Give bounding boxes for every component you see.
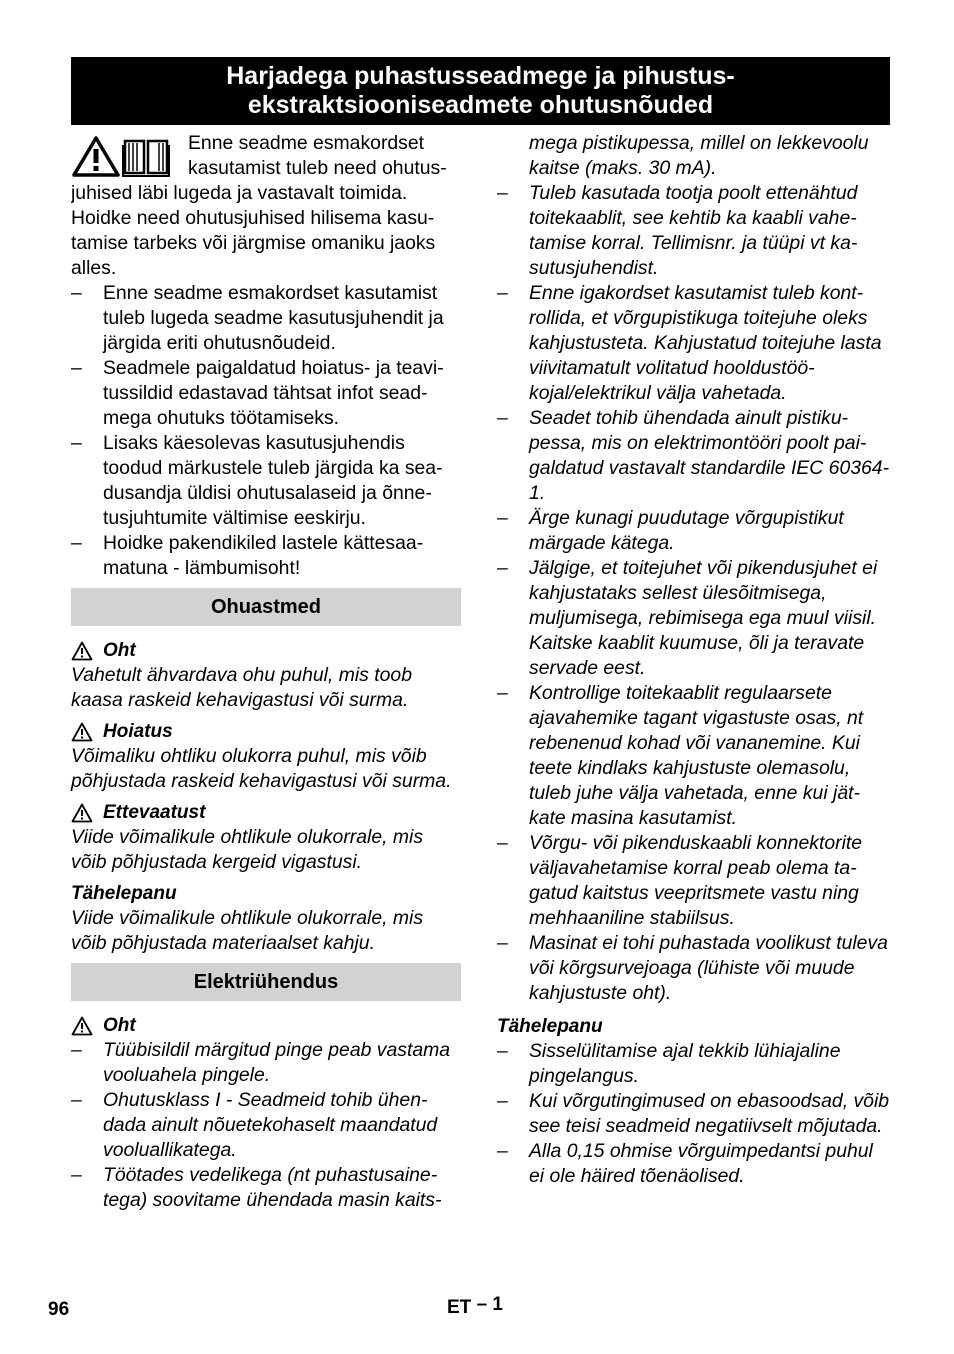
warning-triangle-icon bbox=[71, 135, 121, 177]
right-column bbox=[497, 131, 890, 1189]
language-page-marker bbox=[447, 1294, 503, 1319]
warning-triangle-icon bbox=[71, 722, 93, 742]
list-item: – Tüübisildil märgitud pinge peab vastama vooluahela pingele. bbox=[71, 1038, 461, 1088]
list-item: – Tuleb kasutada tootja poolt ettenähtud toitekaablit, see kehtib ka kaabli vahetamise korral. Tellimisnr. ja tüüpi vt kasutusjuhendist. bbox=[497, 181, 890, 281]
list-item: – Enne igakordset kasutamist tuleb kontrollida, et võrgupistikuga toitejuhe oleks kahjustusteta. Kahjustatud toitejuhe lasta viivitamatult volitatud hooldustöökojal/elektrikul välja vahetada. bbox=[497, 281, 890, 406]
list-item: – Töötades vedelikega (nt puhastusainetega) soovitame ühendada masin kaits bbox=[71, 1163, 461, 1213]
list-item: – Alla 0,15 ohmise võrguimpedantsi puhul ei ole häired tõenäolised. bbox=[497, 1139, 890, 1189]
electric-notice-heading bbox=[497, 1014, 890, 1039]
list-item: – Enne seadme esmakordset kasutamist tuleb lugeda seadme kasutusjuhendit ja järgida eriti ohutusnõudeid. bbox=[71, 281, 461, 356]
manual-book-icon bbox=[121, 135, 171, 179]
danger-heading bbox=[71, 638, 461, 663]
caution-heading bbox=[71, 800, 461, 825]
warning-heading bbox=[71, 719, 461, 744]
list-item: – Seadmele paigaldatud hoiatus- ja teavitussildid edastavad tähtsat infot seadmega ohutuks töötamiseks. bbox=[71, 356, 461, 431]
intro-icons bbox=[71, 131, 183, 181]
notice-label: Tähelepanu bbox=[71, 883, 177, 904]
intro-text: Enne seadme esmakordset kasutamist tuleb need ohutusjuhised läbi lugeda ja vastavalt toimida. Hoidke need ohutusjuhised hilisema kasutamise tarbeks või järgmise omaniku jaoks alles. bbox=[71, 132, 447, 279]
intro-list bbox=[71, 281, 461, 581]
electric-notice-list bbox=[497, 1039, 890, 1189]
section-heading-ohuastmed: Ohuastmed bbox=[71, 588, 461, 626]
list-item: – Kontrollige toitekaablit regulaarsete ajavahemike tagant vigastuste osas, nt rebenenud kohad või vananemine. Kui teete kindlaks kahjustuste olemasolu, tuleb juhe välja vahetada, enne kui jätkate masina kasutamist. bbox=[497, 681, 890, 831]
intro-block bbox=[71, 131, 461, 281]
caution-text: Viide võimalikule ohtlikule olukorrale, mis võib põhjustada kergeid vigastusi. bbox=[71, 826, 424, 873]
electric-list-right bbox=[497, 181, 890, 1006]
list-item: – Masinat ei tohi puhastada voolikust tuleva või kõrgsurvejoaga (lühiste või muude kahjustuste oht). bbox=[497, 931, 890, 1006]
list-item: – Võrgu- või pikenduskaabli konnektorite väljavahetamise korral peab olema tagatud kaitstus veepritsmete vastu ning mehhaaniline stabiilsus. bbox=[497, 831, 890, 931]
page-title-line1: Harjadega puhastusseadmege ja pihustus- bbox=[226, 62, 735, 90]
continued-item: ega pistikupessa, millel on lekkevoolu kaitse (maks. 30 mA). bbox=[529, 132, 869, 179]
electric-notice-label: Tähelepanu bbox=[497, 1016, 603, 1037]
list-item: – Sisselülitamise ajal tekkib lühiajaline pingelangus. bbox=[497, 1039, 890, 1089]
list-item: – Ärge kunagi puudutage võrgupistikut märgade kätega. bbox=[497, 506, 890, 556]
danger-text: Vahetult ähvardava ohu puhul, mis toob kaasa raskeid kehavigastusi või surma. bbox=[71, 664, 413, 711]
electric-list-left bbox=[71, 1038, 461, 1213]
page-title-line2: ekstraktsiooniseadmete ohutusnõuded bbox=[247, 91, 714, 119]
warning-triangle-icon bbox=[71, 803, 93, 823]
list-item: – Ohutusklass I - Seadmeid tohib ühendada ainult nõuetekohaselt maandatud vooluallikatega. bbox=[71, 1088, 461, 1163]
page-title bbox=[71, 57, 890, 125]
list-item: – Hoidke pakendikiled lastele kättesaamatuna - lämbumisoht! bbox=[71, 531, 461, 581]
danger-label: Oht bbox=[103, 640, 136, 661]
warning-triangle-icon bbox=[71, 1016, 93, 1036]
list-item: – Lisaks käesolevas kasutusjuhendis toodud märkustele tuleb järgida ka seadusandja üldisi ohutusalaseid ja õnnetusjuhtumite vältimise eeskirju. bbox=[71, 431, 461, 531]
language-page: – 1 bbox=[476, 1294, 503, 1315]
page-number: 96 bbox=[48, 1299, 70, 1320]
electric-danger-heading bbox=[71, 1013, 461, 1038]
warning-label: Hoiatus bbox=[103, 721, 173, 742]
section-heading-elektri: Elektriühendus bbox=[71, 963, 461, 1001]
continued-item-wrap bbox=[497, 131, 890, 181]
caution-label: Ettevaatust bbox=[103, 802, 206, 823]
electric-danger-label: Oht bbox=[103, 1015, 136, 1036]
list-item: – Seadet tohib ühendada ainult pistikupessa, mis on elektrimontööri poolt paigaldatud vastavalt standardile IEC 60364-1. bbox=[497, 406, 890, 506]
notice-text: Viide võimalikule ohtlikule olukorrale, mis võib põhjustada materiaalset kahju. bbox=[71, 907, 424, 954]
left-column bbox=[71, 131, 461, 1213]
language-code: ET bbox=[447, 1297, 472, 1318]
warning-text: Võimaliku ohtliku olukorra puhul, mis võib põhjustada raskeid kehavigastusi või surma. bbox=[71, 745, 452, 792]
warning-triangle-icon bbox=[71, 641, 93, 661]
list-item: – Jälgige, et toitejuhet või pikendusjuhet ei kahjustataks sellest ülesõitmisega, muljumisega, rebimisega ega muul viisil. Kaitske kaablit kuumuse, õli ja teravate servade eest. bbox=[497, 556, 890, 681]
list-item: – Kui võrgutingimused on ebasoodsad, võib see teisi seadmeid negatiivselt mõjutada. bbox=[497, 1089, 890, 1139]
notice-heading bbox=[71, 881, 461, 906]
